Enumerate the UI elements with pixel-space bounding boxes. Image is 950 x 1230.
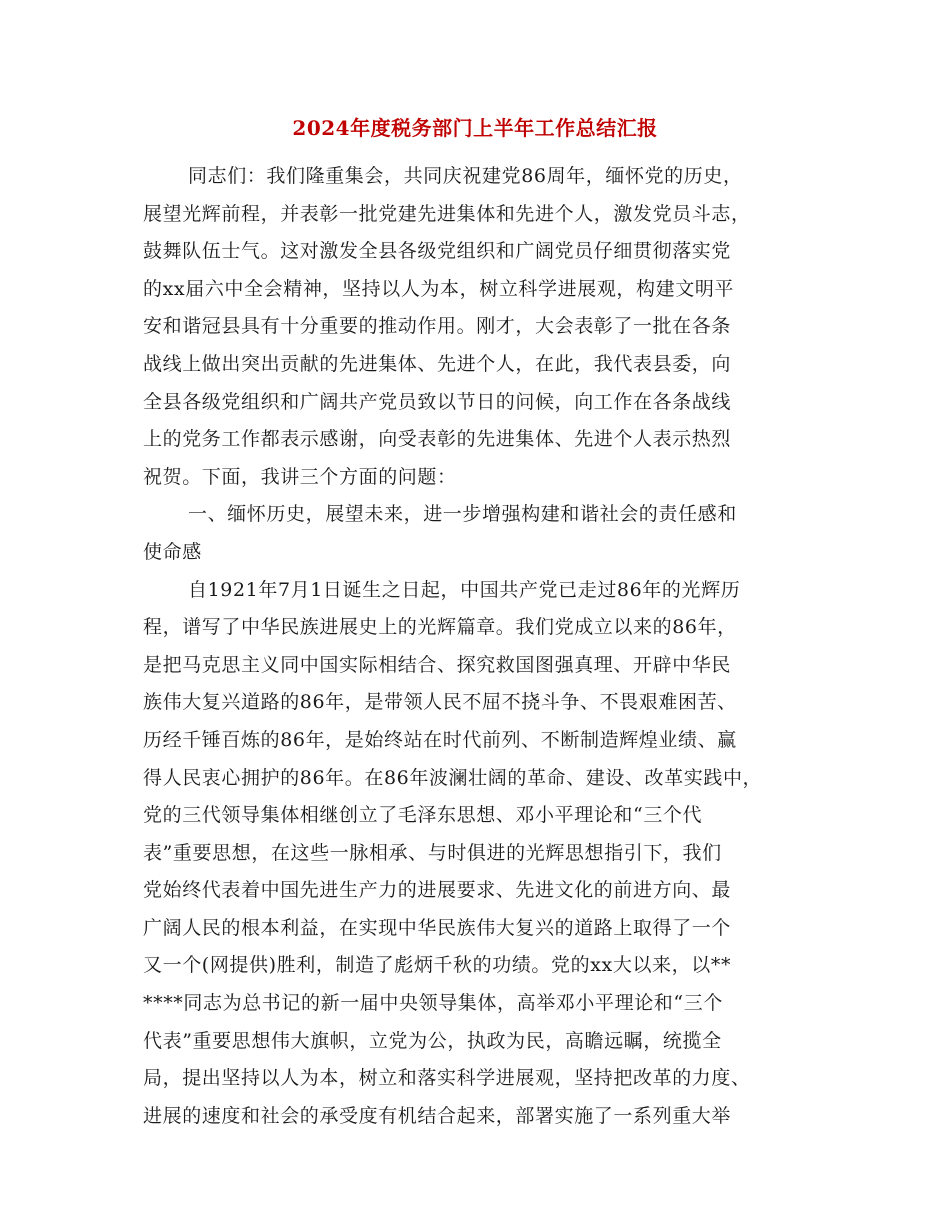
- text-line: 族伟大复兴道路的86年，是带领人民不屈不挠斗争、不畏艰难困苦、: [143, 691, 737, 714]
- document-body: [143, 158, 823, 1135]
- text-line: 是把马克思主义同中国实际相结合、探究救国图强真理、开辟中华民: [143, 653, 732, 676]
- text-line: 程，谱写了中华民族进展史上的光辉篇章。我们党成立以来的86年，: [143, 616, 737, 639]
- text-line: 的xx届六中全会精神，坚持以人为本，树立科学进展观，构建文明平: [143, 277, 735, 300]
- text-line: 展望光辉前程，并表彰一批党建先进集体和先进个人，激发党员斗志，: [143, 202, 751, 225]
- text-line: 同志们：我们隆重集会，共同庆祝建党86周年，缅怀党的历史，: [188, 165, 743, 187]
- text-line: 广阔人民的根本利益，在实现中华民族伟大复兴的道路上取得了一个: [143, 916, 732, 939]
- text-line: 党始终代表着中国先进生产力的进展要求、先进文化的前进方向、最: [143, 879, 732, 902]
- text-line: 得人民衷心拥护的86年。在86年波澜壮阔的革命、建设、改革实践中，: [143, 766, 763, 789]
- text-line: 局，提出坚持以人为本，树立和落实科学进展观，坚持把改革的力度、: [143, 1067, 751, 1090]
- text-line: 代表”重要思想伟大旗帜，立党为公，执政为民，高瞻远瞩，统揽全: [143, 1029, 722, 1052]
- text-line: 进展的速度和社会的承受度有机结合起来，部署实施了一系列重大举: [143, 1104, 732, 1127]
- text-line: 鼓舞队伍士气。这对激发全县各级党组织和广阔党员仔细贯彻落实党: [143, 240, 732, 263]
- text-line: 党的三代领导集体相继创立了毛泽东思想、邓小平理论和“三个代: [143, 804, 703, 827]
- text-line: 使命感: [143, 540, 202, 563]
- text-line: 又一个(网提供)胜利，制造了彪炳千秋的功绩。党的xx大以来，以**: [143, 954, 732, 977]
- text-line: 表”重要思想，在这些一脉相承、与时俱进的光辉思想指引下，我们: [143, 841, 722, 864]
- text-line: 安和谐冠县具有十分重要的推动作用。刚才，大会表彰了一批在各条: [143, 315, 732, 338]
- text-line: 历经千锤百炼的86年，是始终站在时代前列、不断制造辉煌业绩、赢: [143, 728, 737, 751]
- text-line: 战线上做出突出贡献的先进集体、先进个人，在此，我代表县委，向: [143, 352, 732, 375]
- text-line: 祝贺。下面，我讲三个方面的问题：: [143, 465, 457, 488]
- text-line: 自1921年7月1日诞生之日起，中国共产党已走过86年的光辉历: [188, 578, 741, 601]
- document-title: 2024年度税务部门上半年工作总结汇报: [292, 116, 658, 140]
- text-line: 全县各级党组织和广阔共产党员致以节日的问候，向工作在各条战线: [143, 390, 732, 413]
- text-line: 一、缅怀历史，展望未来，进一步增强构建和谐社会的责任感和: [188, 503, 737, 526]
- text-line: 上的党务工作都表示感谢，向受表彰的先进集体、先进个人表示热烈: [143, 428, 732, 451]
- text-line: ****同志为总书记的新一届中央领导集体，高举邓小平理论和“三个: [143, 992, 723, 1015]
